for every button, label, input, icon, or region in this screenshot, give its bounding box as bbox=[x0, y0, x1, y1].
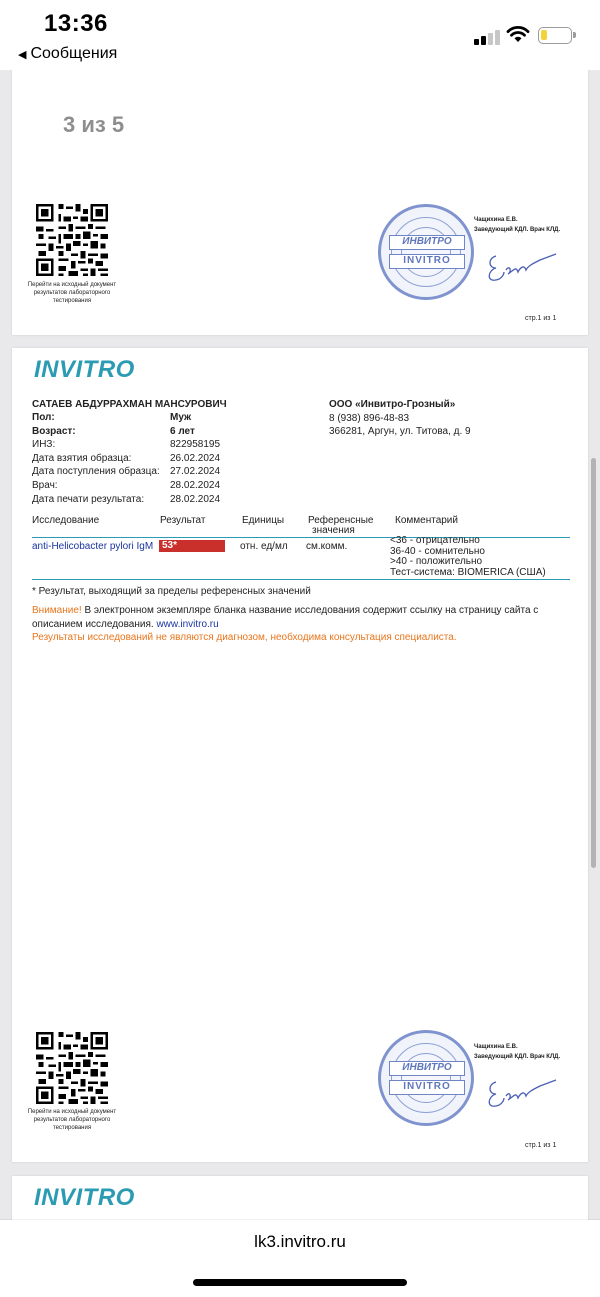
warning-paragraph bbox=[32, 604, 572, 631]
warning-text: В электронном экземпляре бланка название исследования содержит ссылку на страницу сайта с описанием исследования. bbox=[32, 605, 539, 630]
signer-block bbox=[474, 215, 560, 235]
lab-address: 366281, Аргун, ул. Титова, д. 9 bbox=[329, 426, 471, 438]
lab-stamp bbox=[378, 1030, 474, 1126]
result-units: отн. ед/мл bbox=[240, 541, 288, 552]
invitro-logo: INVITRO bbox=[34, 356, 135, 383]
lab-phone: 8 (938) 896-48-83 bbox=[329, 412, 410, 424]
handwritten-signature bbox=[482, 242, 562, 286]
signer-title: Заведующий КДЛ. Врач КЛД. bbox=[474, 1054, 561, 1060]
result-reference: см.комм. bbox=[306, 541, 348, 552]
table-row-divider bbox=[32, 579, 570, 580]
document-page-previous bbox=[12, 70, 588, 335]
patient-fields-values: Муж 6 лет 822958195 26.02.2024 27.02.2024 28.02.2024 28.02.2024 bbox=[170, 412, 221, 505]
lab-stamp bbox=[378, 204, 474, 300]
patient-name: САТАЕВ АБДУРРАХМАН МАНСУРОВИЧ bbox=[32, 399, 227, 410]
status-bar bbox=[0, 0, 600, 70]
back-to-messages-button[interactable] bbox=[18, 45, 117, 63]
qr-caption: Перейти на исходный документ результатов лабораторного тестирования bbox=[27, 1109, 117, 1131]
stamp-text-ru: ИНВИТРО bbox=[389, 235, 465, 250]
col-header-study: Исследование bbox=[32, 515, 100, 526]
signer-block bbox=[474, 1042, 560, 1062]
wifi-icon bbox=[506, 24, 530, 44]
study-link[interactable]: anti-Helicobacter pylori IgM bbox=[32, 541, 154, 552]
qr-code[interactable] bbox=[36, 204, 108, 276]
back-arrow-icon: ◀ bbox=[18, 49, 27, 61]
result-comment: <36 - отрицательно 36-40 - сомнительно >40 - положительно Тест-система: BIOMERICA (США) bbox=[390, 535, 546, 578]
result-value-flagged: 53* bbox=[159, 540, 225, 552]
signer-title: Заведующий КДЛ. Врач КЛД. bbox=[474, 227, 561, 233]
col-header-result: Результат bbox=[160, 515, 206, 526]
invitro-logo: INVITRO bbox=[34, 1184, 135, 1211]
signer-name: Чащихина Е.В. bbox=[474, 1044, 518, 1050]
battery-low-icon bbox=[538, 27, 572, 44]
footnote: * Результат, выходящий за пределы референсных значений bbox=[32, 586, 311, 597]
signer-name: Чащихина Е.В. bbox=[474, 217, 518, 223]
stamp-text-ru: ИНВИТРО bbox=[389, 1061, 465, 1076]
back-label: Сообщения bbox=[30, 45, 118, 62]
qr-caption: Перейти на исходный документ результатов лабораторного тестирования bbox=[27, 282, 117, 304]
patient-fields-labels: Пол: Возраст: ИНЗ: Дата взятия образца: Дата поступления образца: Врач: Дата печати результата: bbox=[32, 412, 160, 505]
url-display[interactable]: lk3.invitro.ru bbox=[254, 1232, 346, 1251]
pdf-viewer[interactable] bbox=[0, 70, 600, 1220]
stamp-text-en: INVITRO bbox=[389, 254, 465, 269]
vertical-scrollbar[interactable] bbox=[591, 458, 596, 868]
document-page-main bbox=[12, 348, 588, 1162]
handwritten-signature bbox=[482, 1068, 562, 1112]
disclaimer: Результаты исследований не являются диагнозом, необходима консультация специалиста. bbox=[32, 632, 457, 643]
qr-code[interactable] bbox=[36, 1032, 108, 1104]
col-header-units: Единицы bbox=[242, 515, 285, 526]
lab-info bbox=[329, 398, 471, 439]
lab-name: ООО «Инвитро-Грозный» bbox=[329, 399, 456, 410]
cellular-signal-icon bbox=[474, 28, 500, 45]
page-number: стр.1 из 1 bbox=[525, 315, 557, 322]
browser-bottom-bar bbox=[0, 1220, 600, 1297]
invitro-site-link[interactable]: www.invitro.ru bbox=[156, 618, 219, 630]
document-page-next bbox=[12, 1176, 588, 1220]
home-indicator[interactable] bbox=[193, 1279, 407, 1286]
stamp-text-en: INVITRO bbox=[389, 1080, 465, 1095]
page-counter: 3 из 5 bbox=[63, 112, 125, 137]
col-header-reference: Референсные значения bbox=[308, 515, 374, 536]
clock-time: 13:36 bbox=[44, 10, 108, 37]
col-header-comment: Комментарий bbox=[395, 515, 458, 526]
page-number: стр.1 из 1 bbox=[525, 1142, 557, 1149]
warning-label: Внимание! bbox=[32, 605, 82, 616]
